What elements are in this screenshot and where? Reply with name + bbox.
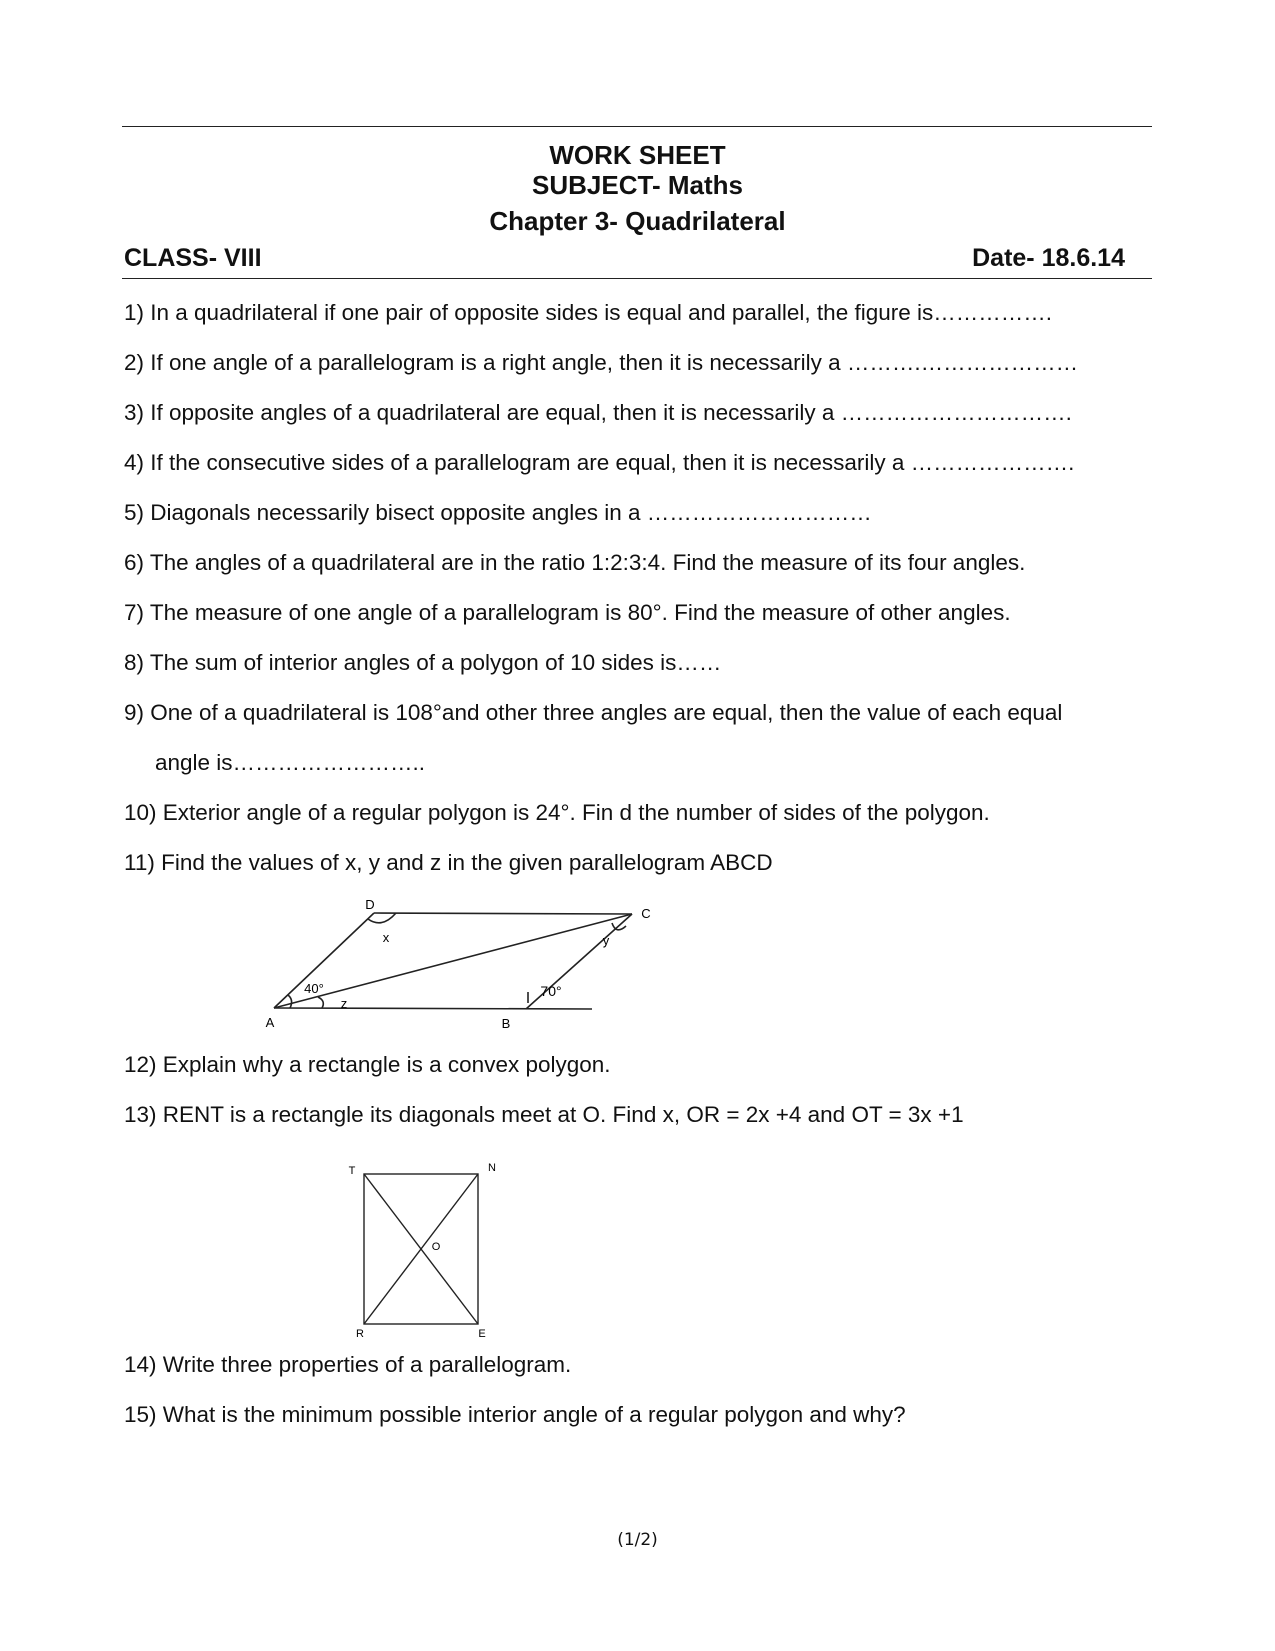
- top-rule: [122, 126, 1152, 127]
- angle-label-40: 40°: [304, 981, 324, 996]
- center-label-o: O: [431, 1241, 441, 1253]
- question-4: 4) If the consecutive sides of a parallelogram are equal, then it is necessarily a ………………….: [124, 450, 1075, 475]
- question-12: 12) Explain why a rectangle is a convex polygon.: [124, 1052, 611, 1077]
- vertex-label-e: E: [478, 1328, 486, 1340]
- angle-label-70: 70°: [540, 983, 562, 999]
- question-5: 5) Diagonals necessarily bisect opposite angles in a …………………………: [124, 500, 872, 525]
- header-bottom-rule: [122, 278, 1152, 279]
- diagonal-ac: [274, 914, 632, 1008]
- angle-label-y: y: [602, 933, 610, 948]
- angle-label-x: x: [382, 930, 390, 945]
- side-ab: [274, 1008, 592, 1009]
- question-3: 3) If opposite angles of a quadrilateral are equal, then it is necessarily a ………………………….: [124, 400, 1072, 425]
- question-8: 8) The sum of interior angles of a polygon of 10 sides is……: [124, 650, 722, 675]
- question-2: 2) If one angle of a parallelogram is a right angle, then it is necessarily a ……….…………………: [124, 350, 1079, 375]
- angle-z-arc: [318, 997, 323, 1008]
- parallelogram-abcd-figure: [260, 895, 660, 1040]
- question-15: 15) What is the minimum possible interior angle of a regular polygon and why?: [124, 1402, 906, 1427]
- question-7: 7) The measure of one angle of a parallelogram is 80°. Find the measure of other angles.: [124, 600, 1011, 625]
- vertex-label-t: T: [348, 1165, 356, 1177]
- question-11: 11) Find the values of x, y and z in the given parallelogram ABCD: [124, 850, 773, 875]
- side-ad: [274, 913, 374, 1008]
- angle-label-z: z: [340, 996, 348, 1011]
- vertex-label-c: C: [641, 906, 651, 921]
- question-9: 9) One of a quadrilateral is 108°and other three angles are equal, then the value of each equal: [124, 700, 1063, 725]
- side-dc: [374, 913, 632, 914]
- vertex-label-r: R: [356, 1328, 364, 1340]
- vertex-label-n: N: [488, 1162, 496, 1174]
- vertex-label-b: B: [501, 1016, 511, 1031]
- page-number: (1/2): [617, 1530, 658, 1550]
- question-6: 6) The angles of a quadrilateral are in the ratio 1:2:3:4. Find the measure of its four angles.: [124, 550, 1026, 575]
- class-label: CLASS- VIII: [124, 244, 262, 272]
- vertex-label-d: D: [365, 897, 375, 912]
- question-1: 1) In a quadrilateral if one pair of opposite sides is equal and parallel, the figure is…………….: [124, 300, 1052, 325]
- question-10: 10) Exterior angle of a regular polygon is 24°. Fin d the number of sides of the polygon.: [124, 800, 990, 825]
- question-9-continuation: angle is……………………..: [155, 750, 426, 775]
- angle-40-arc: [288, 995, 292, 1008]
- chapter-heading: Chapter 3- Quadrilateral: [489, 206, 786, 236]
- rectangle-rent-figure: [340, 1160, 515, 1340]
- vertex-label-a: A: [265, 1015, 275, 1030]
- subject-heading: SUBJECT- Maths: [532, 170, 743, 200]
- question-14: 14) Write three properties of a parallelogram.: [124, 1352, 572, 1377]
- date-label: Date- 18.6.14: [972, 244, 1125, 272]
- question-13: 13) RENT is a rectangle its diagonals meet at O. Find x, OR = 2x +4 and OT = 3x +1: [124, 1102, 964, 1127]
- worksheet-title: WORK SHEET: [549, 140, 726, 170]
